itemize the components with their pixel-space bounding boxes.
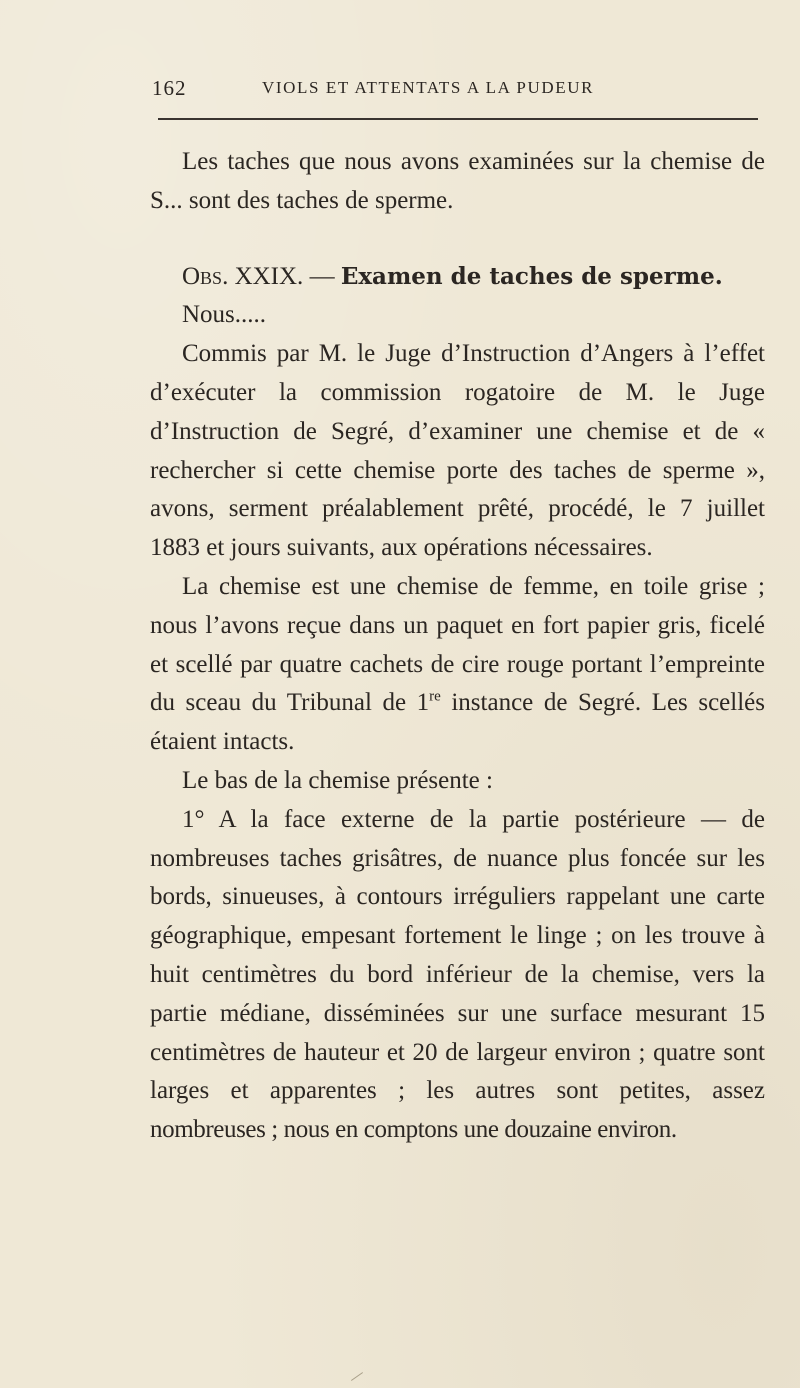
paragraph-intro: Les taches que nous avons examinées sur la chemise de S... sont des taches de sperme. [150,148,765,214]
paragraph-commission: Commis par M. le Juge d’Instruction d’Angers à l’effet d’exécuter la commission rogatoire de M. le Juge d’Instruction de Segré, d’examiner une chemise et de « rechercher si cette chemise porte des taches de sperme », avons, serment préalablement prêté, procédé, le 7 juillet 1883 et jours suivants, aux opérations nécessaires. [150,340,765,562]
chemise-text-start: La chemise est une chemise de femme, en toile grise ; nous l’avons reçue dans un paquet en fort papier gris, ficelé et scellé par quatre cachets de cire rouge portant l’empreinte du sceau du Tribunal de 1 [150,572,765,717]
running-title: VIOLS ET ATTENTATS A LA PUDEUR [262,78,595,97]
page-number: 162 [152,76,187,100]
paragraph-chemise [150,568,765,762]
paragraph-taches [150,801,765,1150]
observation-dash: — [303,262,341,290]
running-head [152,76,760,106]
paragraph-nous: Nous..... [182,301,267,329]
observation-title: Examen de taches de sperme. [340,262,723,290]
taches-last-line: nombreuses ; nous en comptons une douzaine environ. [150,1116,677,1144]
body-text [150,143,765,1150]
paragraph-bas: Le bas de la chemise présente : [182,766,493,794]
ink-mark [351,1372,363,1381]
taches-text: 1° A la face externe de la partie postérieure — de nombreuses taches grisâtres, de nuance plus foncée sur les bords, sinueuses, à contours irréguliers rappelant une carte géographique, empesant fortement le linge ; on les trouve à huit centimètres du bord inférieur de la chemise, vers la partie médiane, disséminées sur une surface mesurant 15 centimètres de hauteur et 20 de largeur environ ; quatre sont larges et apparentes ; les autres sont petites, assez [150,805,765,1105]
observation-label: Obs. XXIX. [182,262,304,290]
header-rule [158,118,758,120]
observation-heading [150,258,765,297]
ordinal-superscript: re [429,689,441,706]
chemise-text-end: instance de Segré. Les scellés étaient intacts. [150,689,765,756]
